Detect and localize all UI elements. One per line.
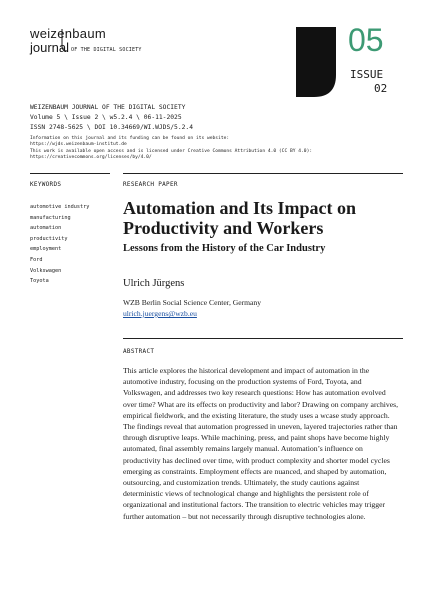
keyword-item: manufacturing [30, 214, 71, 221]
journal-meta [30, 103, 193, 133]
journal-info [30, 136, 312, 162]
logo-wordmark-line2: journal [30, 40, 70, 55]
keyword-item: Ford [30, 256, 43, 263]
info-license-text: This work is available open access and is licensed under Creative Commons Attribution 4.0 (CC BY 4.0): [30, 148, 313, 154]
issue-number: 02 [374, 82, 388, 95]
keyword-item: productivity [30, 235, 68, 242]
divider-main [123, 173, 403, 174]
keyword-item: Volkswagen [30, 267, 62, 274]
volume-line: Volume 5 \ Issue 2 \ w5.2.4 \ 06-11-2025 [30, 114, 182, 121]
keywords-list [30, 202, 89, 287]
keywords-heading: KEYWORDS [30, 181, 62, 188]
volume-number: 05 [348, 22, 384, 58]
author-name: Ulrich Jürgens [123, 278, 185, 289]
author-email-link[interactable]: ulrich.juergens@wzb.eu [123, 309, 197, 318]
issue-label: ISSUE [350, 68, 384, 81]
keyword-item: automation [30, 225, 62, 232]
author-affiliation: WZB Berlin Social Science Center, Germany [123, 298, 262, 307]
logo-subtitle: OF THE DIGITAL SOCIETY [71, 47, 142, 53]
info-funding-text: Information on this journal and its funding can be found on its website: [30, 136, 230, 141]
divider-abstract [123, 338, 403, 339]
divider-keywords [30, 173, 110, 174]
issue-badge-shape-icon [296, 27, 336, 97]
article-title: Automation and Its Impact on Productivity and Workers [123, 198, 357, 238]
logo-wordmark-line1: weizenbaum [30, 26, 106, 41]
section-label: RESEARCH PAPER [123, 181, 178, 188]
info-license-link[interactable]: https://creativecommons.org/licenses/by/4.0/ [30, 155, 152, 161]
logo-hook-icon [61, 28, 69, 53]
abstract-heading: ABSTRACT [123, 348, 155, 355]
keyword-item: employment [30, 246, 62, 253]
abstract-text: This article explores the historical development and impact of automation in the automotive industry, focusing on the production systems of Ford, Toyota, and Volkswagen, and addresses two key research questions: How has automation evolved over time? What are its effects on productivity and labor? Drawing on company archives, empirical fieldwork, and the existing literature, the study uses a wcase study approach. The findings reveal that automation progressed in uneven, layered trajectories rather than through disruptive leaps. While machining, press, and paint shops have become highly automated, final assembly remains largely manual. Automation’s influence on productivity has declined over time, with product complexity and shorter model cycles emerging as constraints. Employment effects are nuanced, and shaped by automation, outsourcing, and customization trends. Ultimately, the study cautions against deterministic views of technological change and highlights the persistent role of organizational and institutional factors. The transition to electric vehicles may trigger further automation – but not necessarily through disruptive technologies alone. [123, 366, 399, 521]
article-subtitle: Lessons from the History of the Car Industry [123, 243, 326, 254]
journal-name: WEIZENBAUM JOURNAL OF THE DIGITAL SOCIETY [30, 104, 186, 111]
info-website-link[interactable]: https://wjds.weizenbaum-institut.de [30, 142, 127, 148]
keyword-item: automotive industry [30, 204, 90, 210]
keyword-item: Toyota [30, 278, 49, 285]
issn-doi-line: ISSN 2748-5625 \ DOI 10.34669/WI.WJDS/5.2.4 [30, 124, 194, 131]
